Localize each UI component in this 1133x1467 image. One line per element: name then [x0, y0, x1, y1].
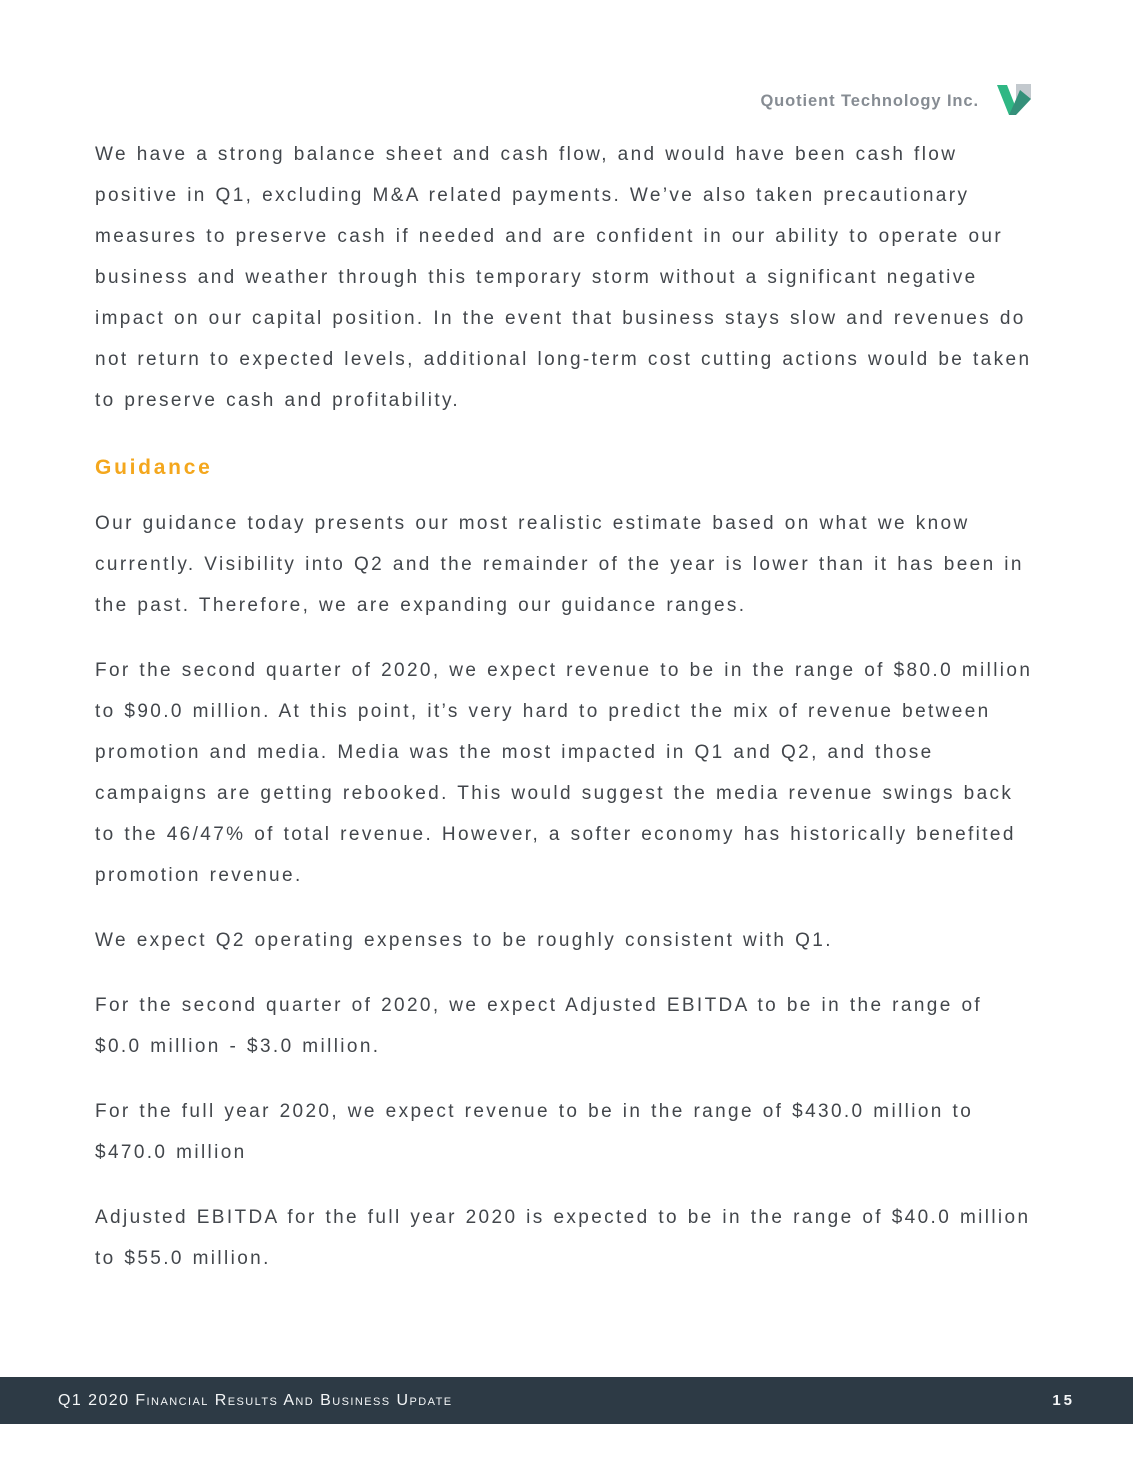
- page-body: [95, 134, 1035, 1303]
- quotient-logo-icon: [994, 82, 1034, 120]
- footer-bar: [0, 1377, 1133, 1424]
- footer-page-number: 15: [1052, 1392, 1075, 1409]
- paragraph-balance-sheet: We have a strong balance sheet and cash flow, and would have been cash flow positive in Q1, excluding M&A related payments. We’ve also taken precautionary measures to preserve cash if needed and are confident in our ability to operate our business and weather through this temporary storm without a significant negative impact on our capital position. In the event that business stays slow and revenues do not return to expected levels, additional long-term cost cutting actions would be taken to preserve cash and profitability.: [95, 144, 1032, 411]
- page-header: [760, 82, 1034, 120]
- paragraph-q2-revenue-range: For the second quarter of 2020, we expect revenue to be in the range of $80.0 million to $90.0 million. At this point, it’s very hard to predict the mix of revenue between promotion and media. Media was the most impacted in Q1 and Q2, and those campaigns are getting rebooked. This would suggest the media revenue swings back to the 46/47% of total revenue. However, a softer economy has historically benefited promotion revenue.: [95, 660, 1033, 886]
- paragraph-guidance-intro: Our guidance today presents our most realistic estimate based on what we know currently. Visibility into Q2 and the remainder of the year is lower than it has been in the past. Therefore, we are expanding our guidance ranges.: [95, 513, 1024, 616]
- footer-document-title: Q1 2020 Financial Results And Business Update: [58, 1391, 453, 1409]
- paragraph-full-year-revenue: For the full year 2020, we expect revenue to be in the range of $430.0 million to $470.0 million: [95, 1101, 974, 1163]
- paragraph-full-year-ebitda: Adjusted EBITDA for the full year 2020 is expected to be in the range of $40.0 million to $55.0 million.: [95, 1207, 1031, 1269]
- paragraph-q2-ebitda: For the second quarter of 2020, we expect Adjusted EBITDA to be in the range of $0.0 million - $3.0 million.: [95, 995, 983, 1057]
- paragraph-q2-opex: We expect Q2 operating expenses to be roughly consistent with Q1.: [95, 930, 833, 951]
- guidance-section-heading: Guidance: [95, 456, 213, 479]
- company-name: Quotient Technology Inc.: [760, 91, 979, 110]
